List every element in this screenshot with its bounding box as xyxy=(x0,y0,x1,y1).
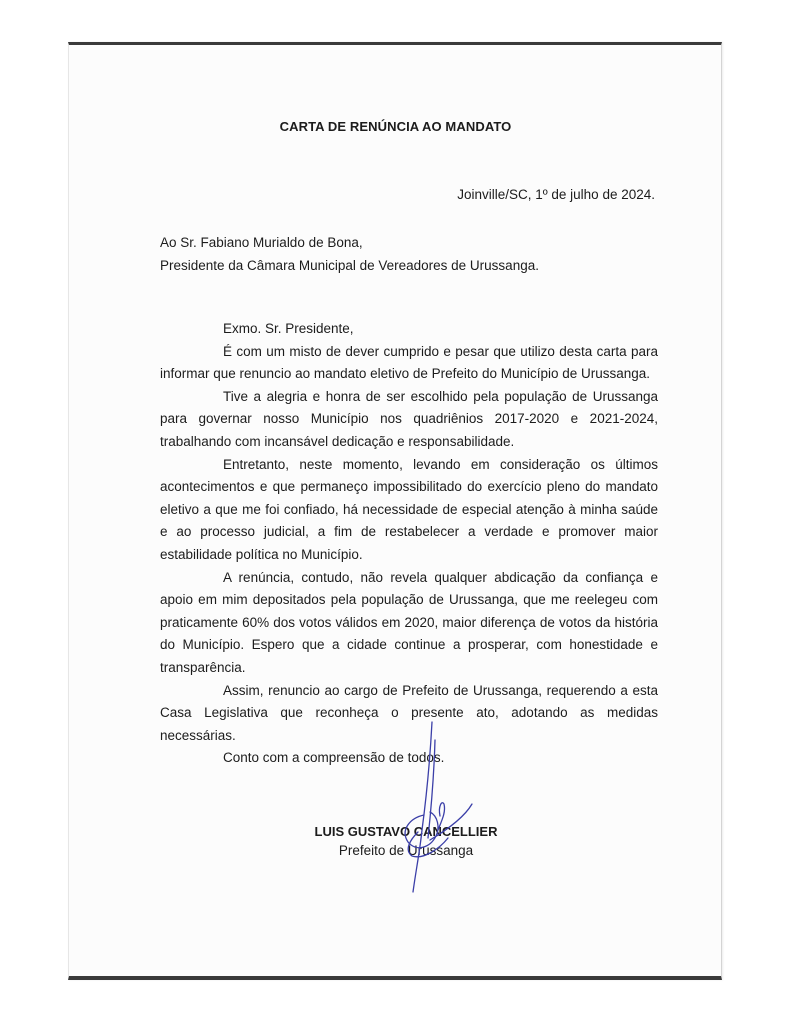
paragraph: É com um misto de dever cumprido e pesar que utilizo desta carta para informar que renuncio ao mandato eletivo de Prefeito do Município de Urussanga. xyxy=(160,343,658,382)
paragraph: Entretanto, neste momento, levando em consideração os últimos acontecimentos e que permaneço impossibilitado do exercício pleno do mandato eletivo a que me foi confiado, há necessidade de especial atenção à minha saúde e ao processo judicial, a fim de restabelecer a verdade e promover maior estabilidade política no Município. xyxy=(160,456,658,562)
paragraph: Conto com a compreensão de todos. xyxy=(223,750,445,766)
paragraph: Tive a alegria e honra de ser escolhido pela população de Urussanga para governar nosso Município nos quadriênios 2017-2020 e 2021-2024, trabalhando com incansável dedicação e responsabilidade. xyxy=(160,388,658,449)
signer-name: LUIS GUSTAVO CANCELLIER xyxy=(314,824,498,839)
paragraph: A renúncia, contudo, não revela qualquer abdicação da confiança e apoio em mim depositados pela população de Urussanga, que me reelegeu com praticamente 60% dos votos válidos em 2020, maior diferença de votos da história do Município. Espero que a cidade continue a prosperar, com honestidade e transparência. xyxy=(160,569,658,675)
dateline: Joinville/SC, 1º de julho de 2024. xyxy=(457,187,655,202)
signer-role: Prefeito de Urussanga xyxy=(338,843,474,858)
document-title: CARTA DE RENÚNCIA AO MANDATO xyxy=(279,119,512,134)
recipient-title: Presidente da Câmara Municipal de Vereadores de Urussanga. xyxy=(160,258,539,273)
handwritten-signature xyxy=(380,720,490,900)
paragraph: Assim, renuncio ao cargo de Prefeito de Urussanga, requerendo a esta Casa Legislativa que reconheça o presente ato, adotando as medidas necessárias. xyxy=(160,682,658,743)
recipient-name: Ao Sr. Fabiano Murialdo de Bona, xyxy=(160,235,363,250)
letter-body xyxy=(160,318,658,770)
greeting: Exmo. Sr. Presidente, xyxy=(223,321,354,336)
